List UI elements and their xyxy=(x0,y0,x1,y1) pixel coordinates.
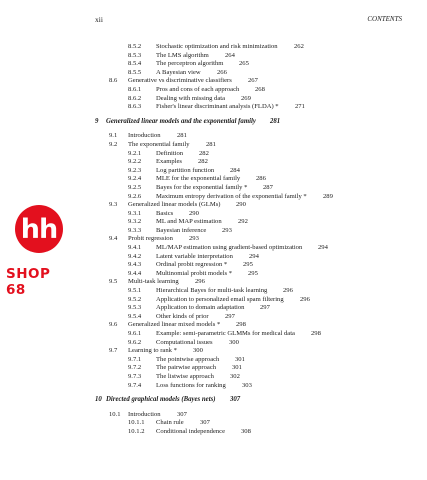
toc-entry-row[interactable] xyxy=(0,339,427,348)
toc-entry-number: 9.6.1 xyxy=(128,330,142,337)
toc-entry-page: 303 xyxy=(242,381,252,389)
toc-entry-page: 264 xyxy=(225,51,235,59)
toc-entry-row[interactable] xyxy=(0,150,427,159)
toc-entry-page: 284 xyxy=(230,166,240,174)
toc-entry-title: Conditional independence xyxy=(156,427,226,435)
toc-entry-number: 9.2.2 xyxy=(128,158,142,166)
toc-entry-row[interactable] xyxy=(0,373,427,382)
toc-entry-page: 296 xyxy=(195,278,205,286)
toc-entry-number: 9.2.6 xyxy=(128,192,142,200)
toc-entry-title: Generalized linear models and the exponential family xyxy=(106,117,256,125)
toc-entry-page: 308 xyxy=(241,427,251,435)
toc-entry-title: The perceptron algorithm xyxy=(156,60,224,68)
toc-entry-title: The LMS algorithm xyxy=(156,51,209,59)
toc-entry-title: Latent variable interpretation xyxy=(156,252,233,260)
toc-entry-number: 9.4.2 xyxy=(128,252,142,260)
toc-entry-row[interactable] xyxy=(0,304,427,313)
toc-entry-title: Directed graphical models (Bayes nets) xyxy=(106,396,216,404)
toc-entry-row[interactable] xyxy=(0,313,427,322)
toc-entry-number: 8.5.4 xyxy=(128,60,142,68)
toc-entry-row[interactable] xyxy=(0,428,427,437)
toc-entry-row[interactable] xyxy=(0,364,427,373)
toc-entry-page: 300 xyxy=(193,347,203,355)
toc-entry-title: Bayes for the exponential family * xyxy=(156,183,248,191)
toc-entry-number: 9.7 xyxy=(109,347,118,355)
toc-entry-row[interactable] xyxy=(0,382,427,391)
toc-entry-page: 290 xyxy=(189,209,199,217)
toc-entry-title: The pointwise approach xyxy=(156,355,220,363)
toc-entry-number: 9.5.3 xyxy=(128,304,142,312)
toc-entry-title: Introduction xyxy=(128,132,161,140)
toc-entry-row[interactable] xyxy=(0,411,427,420)
toc-entry-page: 297 xyxy=(260,304,270,312)
toc-entry-page: 298 xyxy=(236,321,246,329)
toc-entry-page: 268 xyxy=(255,85,265,93)
toc-entry-row[interactable] xyxy=(0,69,427,78)
toc-entry-title: Log partition function xyxy=(156,166,215,174)
toc-entry-page: 289 xyxy=(323,192,333,200)
toc-entry-page: 292 xyxy=(238,218,248,226)
toc-entry-page: 295 xyxy=(248,269,258,277)
toc-entry-number: 9.2.3 xyxy=(128,166,142,174)
toc-entry-number: 9.2.1 xyxy=(128,149,142,157)
toc-entry-page: 269 xyxy=(241,94,251,102)
toc-entry-title: ML/MAP estimation using gradient-based optimization xyxy=(156,244,303,252)
toc-entry-row[interactable] xyxy=(0,103,427,112)
toc-entry-number: 9.7.1 xyxy=(128,355,142,363)
toc-entry-title: Generative vs discriminative classifiers xyxy=(128,77,232,85)
toc-entry-page: 307 xyxy=(230,396,241,404)
toc-entry-title: Pros and cons of each approach xyxy=(156,85,240,93)
toc-entry-number: 9.4 xyxy=(109,235,118,243)
toc-entry-row[interactable] xyxy=(0,141,427,150)
toc-entry-title: Introduction xyxy=(128,410,161,418)
toc-entry-number: 9.1 xyxy=(109,132,118,140)
toc-entry-title: Generalized linear mixed models * xyxy=(128,321,221,329)
toc-chapter-row[interactable] xyxy=(0,118,427,127)
toc-entry-number: 9.5.4 xyxy=(128,312,142,320)
toc-entry-title: Application to personalized email spam filtering xyxy=(156,295,284,303)
toc-entry-number: 10.1.1 xyxy=(128,419,145,427)
toc-chapter-row[interactable] xyxy=(0,396,427,405)
toc-entry-row[interactable] xyxy=(0,330,427,339)
toc-entry-number: 9.3.3 xyxy=(128,226,142,234)
page-number: xii xyxy=(95,15,103,24)
toc-entry-page: 298 xyxy=(311,330,321,337)
toc-entry-title: The pairwise approach xyxy=(156,364,217,372)
toc-entry-title: Bayesian inference xyxy=(156,226,207,234)
toc-entry-number: 9.6.2 xyxy=(128,338,142,346)
toc-entry-title: Probit regression xyxy=(128,235,173,243)
toc-entry-number: 9.3 xyxy=(109,201,118,209)
toc-entry-title: Multi-task learning xyxy=(128,278,179,286)
toc-entry-number: 8.6.3 xyxy=(128,103,142,111)
toc-entry-row[interactable] xyxy=(0,356,427,365)
toc-entry-title: Basics xyxy=(156,209,174,217)
toc-entry-row[interactable] xyxy=(0,193,427,202)
toc-entry-title: Loss functions for ranking xyxy=(156,381,226,389)
toc-entry-number: 10 xyxy=(95,396,102,404)
toc-entry-number: 8.6.1 xyxy=(128,85,142,93)
toc-entry-row[interactable] xyxy=(0,86,427,95)
toc-entry-row[interactable] xyxy=(0,347,427,356)
toc-entry-row[interactable] xyxy=(0,132,427,141)
toc-entry-title: Ordinal probit regression * xyxy=(156,261,228,269)
toc-entry-page: 267 xyxy=(248,77,258,85)
toc-entry-number: 8.5.2 xyxy=(128,43,142,50)
toc-entry-page: 301 xyxy=(235,355,245,363)
toc-entry-page: 282 xyxy=(198,158,208,166)
toc-entry-page: 290 xyxy=(236,201,246,209)
toc-entry-title: Learning to rank * xyxy=(128,347,177,355)
toc-entry-number: 9.2.5 xyxy=(128,183,142,191)
toc-entry-page: 307 xyxy=(177,410,187,418)
toc-entry-title: A Bayesian view xyxy=(156,68,201,76)
toc-entry-page: 281 xyxy=(270,117,281,125)
toc-entry-page: 281 xyxy=(177,132,187,140)
toc-entry-number: 9.7.4 xyxy=(128,381,142,389)
watermark-logo xyxy=(2,205,72,298)
toc-entry-title: Hierarchical Bayes for multi-task learning xyxy=(156,287,268,295)
toc-entry-row[interactable] xyxy=(0,43,427,52)
toc-entry-title: Maximum entropy derivation of the exponential family * xyxy=(156,192,307,200)
toc-entry-title: Stochastic optimization and risk minimization xyxy=(156,43,278,50)
toc-entry-row[interactable] xyxy=(0,167,427,176)
toc-entry-page: 295 xyxy=(243,261,253,269)
toc-entry-page: 265 xyxy=(239,60,249,68)
toc-entry-number: 9.3.2 xyxy=(128,218,142,226)
toc-entry-page: 293 xyxy=(189,235,199,243)
toc-entry-number: 9.3.1 xyxy=(128,209,142,217)
toc-entry-title: Other kinds of prior xyxy=(156,312,209,320)
toc-entry-number: 8.5.5 xyxy=(128,68,142,76)
toc-entry-page: 271 xyxy=(295,103,305,111)
toc-entry-title: ML and MAP estimation xyxy=(156,218,222,226)
toc-entry-page: 293 xyxy=(222,226,232,234)
toc-entry-number: 9.4.4 xyxy=(128,269,142,277)
toc-entry-row[interactable] xyxy=(0,95,427,104)
toc-entry-title: Definition xyxy=(156,149,184,157)
toc-entry-page: 307 xyxy=(200,419,210,427)
toc-entry-row[interactable] xyxy=(0,77,427,86)
toc-entry-number: 9.7.3 xyxy=(128,372,142,380)
toc-entry-number: 9.6 xyxy=(109,321,118,329)
toc-entry-number: 9.2 xyxy=(109,140,118,148)
toc-entry-number: 10.1 xyxy=(109,410,121,418)
toc-entry-row[interactable] xyxy=(0,321,427,330)
toc-entry-row[interactable] xyxy=(0,158,427,167)
toc-entry-page: 302 xyxy=(230,372,240,380)
toc-entry-page: 294 xyxy=(318,244,328,252)
toc-entry-title: Chain rule xyxy=(156,419,184,427)
toc-entry-row[interactable] xyxy=(0,175,427,184)
toc-entry-title: Example: semi-parametric GLMMs for medical data xyxy=(156,330,295,337)
toc-entry-number: 9.7.2 xyxy=(128,364,142,372)
toc-entry-title: Application to domain adaptation xyxy=(156,304,245,312)
toc-entry-title: Dealing with missing data xyxy=(156,94,226,102)
toc-entry-row[interactable] xyxy=(0,52,427,61)
toc-entry-page: 301 xyxy=(232,364,242,372)
toc-entry-number: 9.4.3 xyxy=(128,261,142,269)
toc-entry-number: 9.5.1 xyxy=(128,287,142,295)
toc-entry-title: Examples xyxy=(156,158,183,166)
toc-entry-number: 9.2.4 xyxy=(128,175,142,183)
toc-entry-number: 9 xyxy=(95,117,99,125)
toc-entry-page: 294 xyxy=(249,252,259,260)
logo-text: SHOP 68 xyxy=(6,266,51,298)
running-title: CONTENTS xyxy=(367,15,402,23)
toc-entry-title: Generalized linear models (GLMs) xyxy=(128,201,221,209)
toc-entry-row[interactable] xyxy=(0,60,427,69)
toc-entry-page: 282 xyxy=(199,149,209,157)
toc-entry-page: 296 xyxy=(300,295,310,303)
logo-mark: hh xyxy=(15,205,63,253)
toc-entry-page: 296 xyxy=(283,287,293,295)
toc-entry-number: 8.5.3 xyxy=(128,51,142,59)
toc-entry-title: MLE for the exponential family xyxy=(156,175,241,183)
toc-entry-number: 9.5.2 xyxy=(128,295,142,303)
toc-entry-title: The listwise approach xyxy=(156,372,214,380)
toc-entry-title: Multinomial probit models * xyxy=(156,269,233,277)
toc-entry-title: The exponential family xyxy=(128,140,190,148)
toc-entry-page: 281 xyxy=(206,140,216,148)
toc-entry-title: Computational issues xyxy=(156,338,213,346)
toc-entry-page: 297 xyxy=(225,312,235,320)
toc-entry-number: 10.1.2 xyxy=(128,427,145,435)
toc-entry-number: 8.6.2 xyxy=(128,94,142,102)
toc-entry-page: 262 xyxy=(294,43,304,50)
toc-entry-page: 300 xyxy=(229,338,239,346)
toc-entry-page: 266 xyxy=(217,68,227,76)
toc-entry-title: Fisher's linear discriminant analysis (FLDA) * xyxy=(156,103,279,111)
toc-entry-row[interactable] xyxy=(0,184,427,193)
toc-entry-number: 9.4.1 xyxy=(128,244,142,252)
toc-entry-page: 286 xyxy=(256,175,266,183)
toc-entry-number: 8.6 xyxy=(109,77,118,85)
toc-entry-number: 9.5 xyxy=(109,278,118,286)
toc-entry-row[interactable] xyxy=(0,419,427,428)
toc-entry-page: 287 xyxy=(263,183,273,191)
